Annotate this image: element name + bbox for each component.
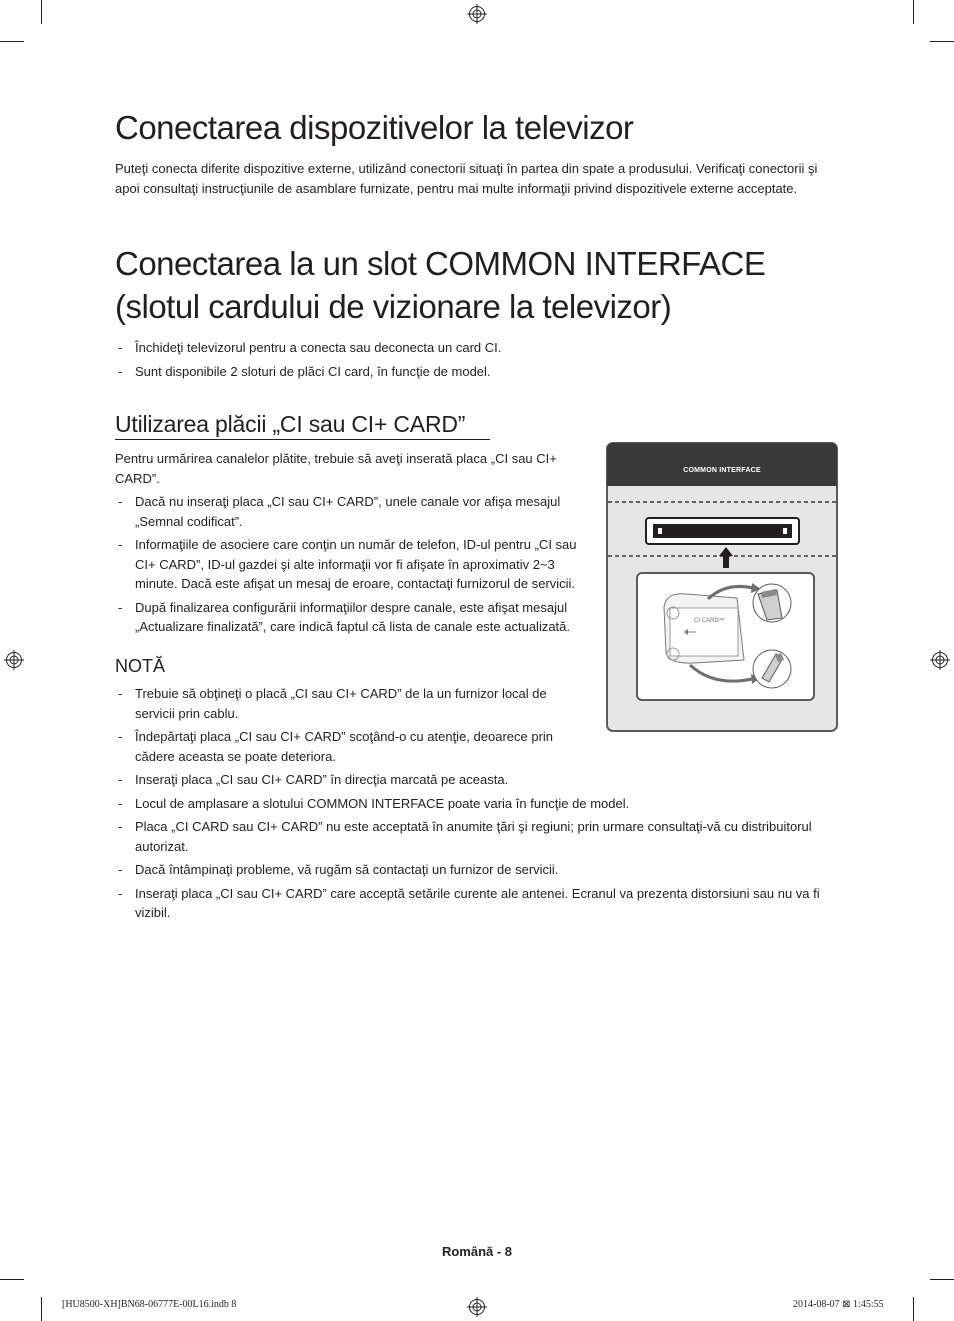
common-interface-label: COMMON INTERFACE: [683, 467, 761, 474]
ci-card-label: CI CARD™: [694, 618, 725, 624]
list-item: - Dacă întâmpinaţi probleme, vă rugăm să contactaţi un furnizor de servicii.: [118, 862, 559, 877]
registration-mark-icon: [930, 650, 950, 670]
note-heading: NOTĂ: [115, 656, 166, 676]
ci-card-illustration-graphic: [606, 442, 838, 732]
crop-mark: [41, 0, 42, 24]
list-item: - Placa „CI CARD sau CI+ CARD” nu este acceptată în anumite ţări şi regiuni; prin urmare consultaţi-vă cu distribuitorul autorizat.: [118, 819, 812, 854]
note-bullet-list-wide: [115, 770, 840, 927]
crop-mark: [913, 1297, 914, 1321]
note-bullet-list-narrow: [115, 684, 575, 770]
crop-mark: [0, 1279, 24, 1280]
list-item: - Inseraţi placa „CI sau CI+ CARD” care acceptă setările curente ale antenei. Ecranul va prezenta distorsiuni sau nu va fi vizibil.: [118, 885, 820, 920]
section-title-line1: Conectarea la un slot COMMON INTERFACE: [115, 245, 766, 282]
section-title-line2: (slotul cardului de vizionare la televizor): [115, 288, 672, 325]
registration-mark-icon: [467, 4, 487, 24]
list-item: - Locul de amplasare a slotului COMMON INTERFACE poate varia în funcţie de model.: [118, 795, 630, 811]
subsection-title: Utilizarea plăcii „CI sau CI+ CARD”: [115, 411, 466, 437]
list-item: - Informaţiile de asociere care conţin un număr de telefon, ID-ul pentru „CI sau CI+ CARD”, ID-ul gazdei şi alte informaţii vor fi afişate în aproximativ 2~3 minute. Dacă este afişat un mesaj de eroare, contactaţi furnizorul de servicii.: [118, 537, 577, 591]
subsection-intro: Pentru urmărirea canalelor plătite, trebuie să aveţi inserată placa „CI sau CI+ CARD”.: [115, 451, 557, 486]
crop-mark: [930, 41, 954, 42]
registration-mark-icon: [467, 1297, 487, 1317]
print-slug-right: 2014-08-07 ⊠ 1:45:55: [793, 1299, 884, 1310]
list-item: - Inseraţi placa „CI sau CI+ CARD” în direcţia marcată pe aceasta.: [118, 772, 509, 787]
page-title: Conectarea dispozitivelor la televizor: [115, 109, 634, 146]
crop-mark: [41, 1297, 42, 1321]
crop-mark: [0, 41, 24, 42]
intro-paragraph: Puteţi conecta diferite dispozitive externe, utilizând conectorii situaţi în partea din spate a produsului. Verificaţi conectorii şi apoi consultaţi instrucţiunile de asamblare furnizate, pentru mai multe informaţii privind dispozitivele externe acceptate.: [115, 161, 818, 196]
subsection-bullet-list: [115, 492, 585, 641]
registration-mark-icon: [4, 650, 24, 670]
list-item: - După finalizarea configurării informaţiilor despre canale, este afişat mesajul „Actualizare finalizată”, care indică faptul că lista de canale este actualizată.: [118, 599, 571, 634]
list-item: - Sunt disponibile 2 sloturi de plăci CI card, în funcţie de model.: [118, 363, 491, 379]
list-item: - Trebuie să obţineţi o placă „CI sau CI+ CARD” de la un furnizor local de servicii prin cablu.: [118, 686, 547, 721]
crop-mark: [913, 0, 914, 24]
list-item: - Îndepărtaţi placa „CI sau CI+ CARD” scoţând-o cu atenţie, deoarece prin cădere aceasta se poate deteriora.: [118, 729, 554, 764]
ci-card-illustration: [606, 442, 838, 732]
section2-bullet-list: [115, 338, 835, 385]
subsection-underline: [115, 439, 490, 440]
page-number: Română - 8: [441, 1244, 513, 1259]
list-item: - Închideţi televizorul pentru a conecta sau deconecta un card CI.: [118, 340, 502, 355]
list-item: - Dacă nu inseraţi placa „CI sau CI+ CARD”, unele canale vor afişa mesajul „Semnal codificat”.: [118, 494, 561, 529]
print-slug-left: [HU8500-XH]BN68-06777E-00L16.indb 8: [62, 1299, 237, 1310]
crop-mark: [930, 1279, 954, 1280]
